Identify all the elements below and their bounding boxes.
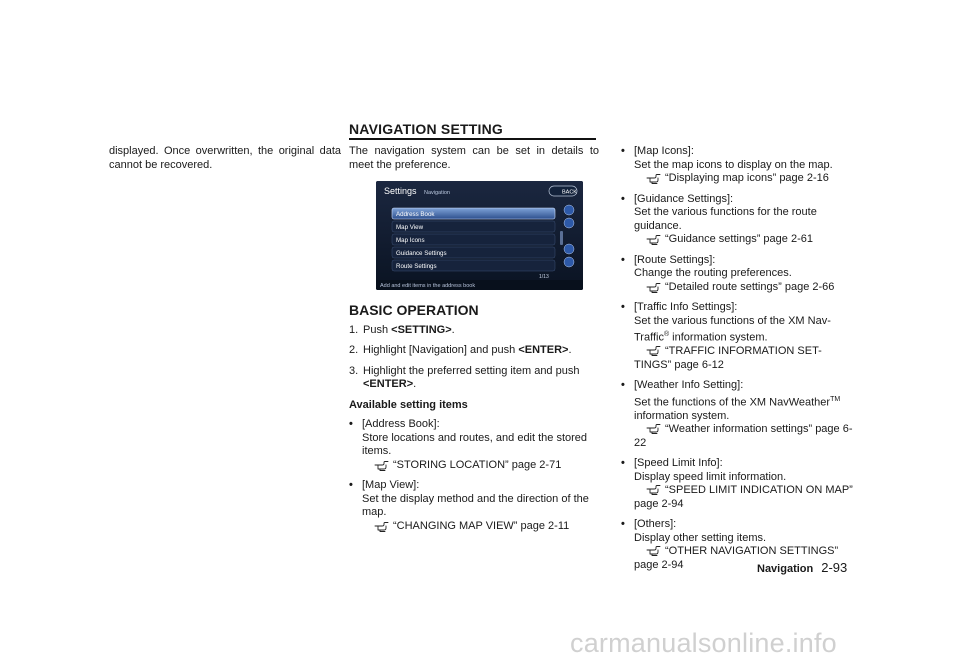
setting-item-description: Set the map icons to display on the map.: [634, 158, 833, 171]
setting-item: [349, 479, 599, 533]
bullet: •: [349, 479, 353, 491]
menu-label: Address Book: [396, 211, 435, 218]
setting-item-name: [Weather Info Setting]:: [634, 379, 744, 392]
scrollbar[interactable]: [560, 231, 563, 245]
bullet: •: [621, 301, 625, 313]
setting-item-name: [Speed Limit Info]:: [634, 457, 723, 470]
footer-page-number: 2-93: [821, 560, 848, 575]
pointing-hand-icon: [374, 460, 389, 471]
step-text: Push <SETTING>.: [363, 323, 455, 336]
footer-section: Navigation: [757, 563, 814, 575]
step-text: Highlight [Navigation] and push <ENTER>.: [363, 344, 572, 356]
key-label: <ENTER>: [363, 378, 414, 390]
pointing-hand-icon: [374, 521, 389, 532]
setting-item: [621, 254, 853, 295]
cross-reference: “SPEED LIMIT INDICATION ON MAP” page 2-94: [634, 484, 853, 510]
available-items-heading: Available setting items: [349, 398, 468, 411]
bullet: •: [621, 253, 625, 266]
cross-reference: “Weather information settings” page 6-22: [634, 423, 853, 449]
cross-reference: “Guidance settings” page 2-61: [634, 233, 853, 247]
bullet: •: [621, 518, 625, 531]
menu-label: Map Icons: [396, 237, 425, 244]
setting-item-description: Set the functions of the XM NavWeather™ information system.: [634, 395, 841, 422]
column-middle: [349, 145, 599, 540]
bullet: •: [349, 418, 353, 430]
bullet: •: [621, 457, 625, 470]
setting-item-description: Display speed limit information.: [634, 470, 787, 483]
bullet: •: [621, 145, 625, 157]
setting-item-name: [Address Book]:: [362, 418, 440, 430]
bullet: •: [621, 192, 625, 205]
column-left: [109, 145, 341, 178]
setting-item: [621, 457, 853, 511]
menu-list: [392, 208, 555, 271]
setting-item-name: [Map Icons]:: [634, 145, 694, 157]
setting-item-description: Set the various functions of the XM Nav-Traffic® information system.: [634, 314, 831, 344]
setting-item-description: Display other setting items.: [634, 531, 767, 544]
setting-item-description: Set the display method and the direction of the map.: [362, 492, 589, 518]
menu-label: Map View: [396, 224, 424, 231]
continued-text: displayed. Once overwritten, the original data cannot be recovered.: [109, 145, 341, 171]
watermark: carmanualsonline.info: [570, 628, 837, 658]
key-label: <ENTER>: [518, 344, 569, 356]
pointing-hand-icon: [646, 423, 661, 434]
cross-reference: “Detailed route settings” page 2-66: [634, 281, 853, 295]
basic-operation-heading: BASIC OPERATION: [349, 302, 479, 318]
menu-label: Guidance Settings: [396, 250, 447, 257]
page-counter: 1/13: [539, 274, 549, 280]
screen-hint: Add and edit items in the address book: [380, 283, 476, 289]
setting-item-description: Set the various functions for the route guidance.: [634, 206, 817, 232]
cross-reference: “CHANGING MAP VIEW” page 2-11: [362, 520, 599, 534]
pointing-hand-icon: [646, 345, 661, 356]
column-right: [621, 145, 853, 579]
menu-label: Route Settings: [396, 263, 437, 270]
settings-screen-image: [376, 181, 583, 290]
pointing-hand-icon: [646, 545, 661, 556]
pointing-hand-icon: [646, 234, 661, 245]
setting-item-name: [Others]:: [634, 518, 677, 531]
back-label: BACK: [562, 189, 577, 196]
step-number: 1.: [349, 323, 359, 336]
setting-item-description: Change the routing preferences.: [634, 267, 792, 279]
page-footer: [757, 560, 847, 575]
intro-text: The navigation system can be set in details to meet the preference.: [349, 145, 599, 171]
scroll-down-icon[interactable]: [564, 244, 574, 254]
pointing-hand-icon: [646, 282, 661, 293]
setting-item-name: [Guidance Settings]:: [634, 192, 734, 205]
scroll-up-icon[interactable]: [564, 218, 574, 228]
cross-reference: “STORING LOCATION” page 2-71: [362, 459, 599, 473]
pointing-hand-icon: [646, 484, 661, 495]
setting-item: [621, 193, 853, 247]
cross-reference: “Displaying map icons” page 2-16: [634, 172, 853, 186]
step-text: Highlight the preferred setting item and push <ENTER>.: [363, 364, 580, 390]
key-label: <SETTING>: [391, 323, 452, 336]
step-list: [349, 324, 599, 392]
setting-item: [621, 145, 853, 186]
step-number: 3.: [349, 364, 359, 377]
setting-items-list-b: [621, 145, 853, 572]
screen-title: Settings: [384, 186, 417, 196]
page-down-icon[interactable]: [564, 257, 574, 267]
step-number: 2.: [349, 344, 359, 356]
cross-reference: “TRAFFIC INFORMATION SET-TINGS” page 6-12: [634, 345, 822, 371]
setting-item: [621, 301, 853, 372]
step-2: [349, 344, 599, 358]
setting-items-list-a: [349, 418, 599, 533]
setting-item: [621, 379, 853, 450]
setting-item-name: [Traffic Info Settings]:: [634, 301, 738, 313]
setting-item: [349, 418, 599, 472]
screen-breadcrumb: Navigation: [424, 190, 450, 196]
step-1: [349, 324, 599, 338]
setting-item-description: Store locations and routes, and edit the stored items.: [362, 431, 588, 457]
setting-item-name: [Route Settings]:: [634, 253, 716, 266]
page-up-icon[interactable]: [564, 205, 574, 215]
cross-reference: “OTHER NAVIGATION SETTINGS” page 2-94: [634, 545, 839, 571]
section-heading: NAVIGATION SETTING: [349, 121, 596, 140]
bullet: •: [621, 379, 625, 392]
setting-item-name: [Map View]:: [362, 479, 420, 491]
settings-screen-drawing: [376, 181, 583, 290]
pointing-hand-icon: [646, 173, 661, 184]
step-3: [349, 365, 599, 392]
